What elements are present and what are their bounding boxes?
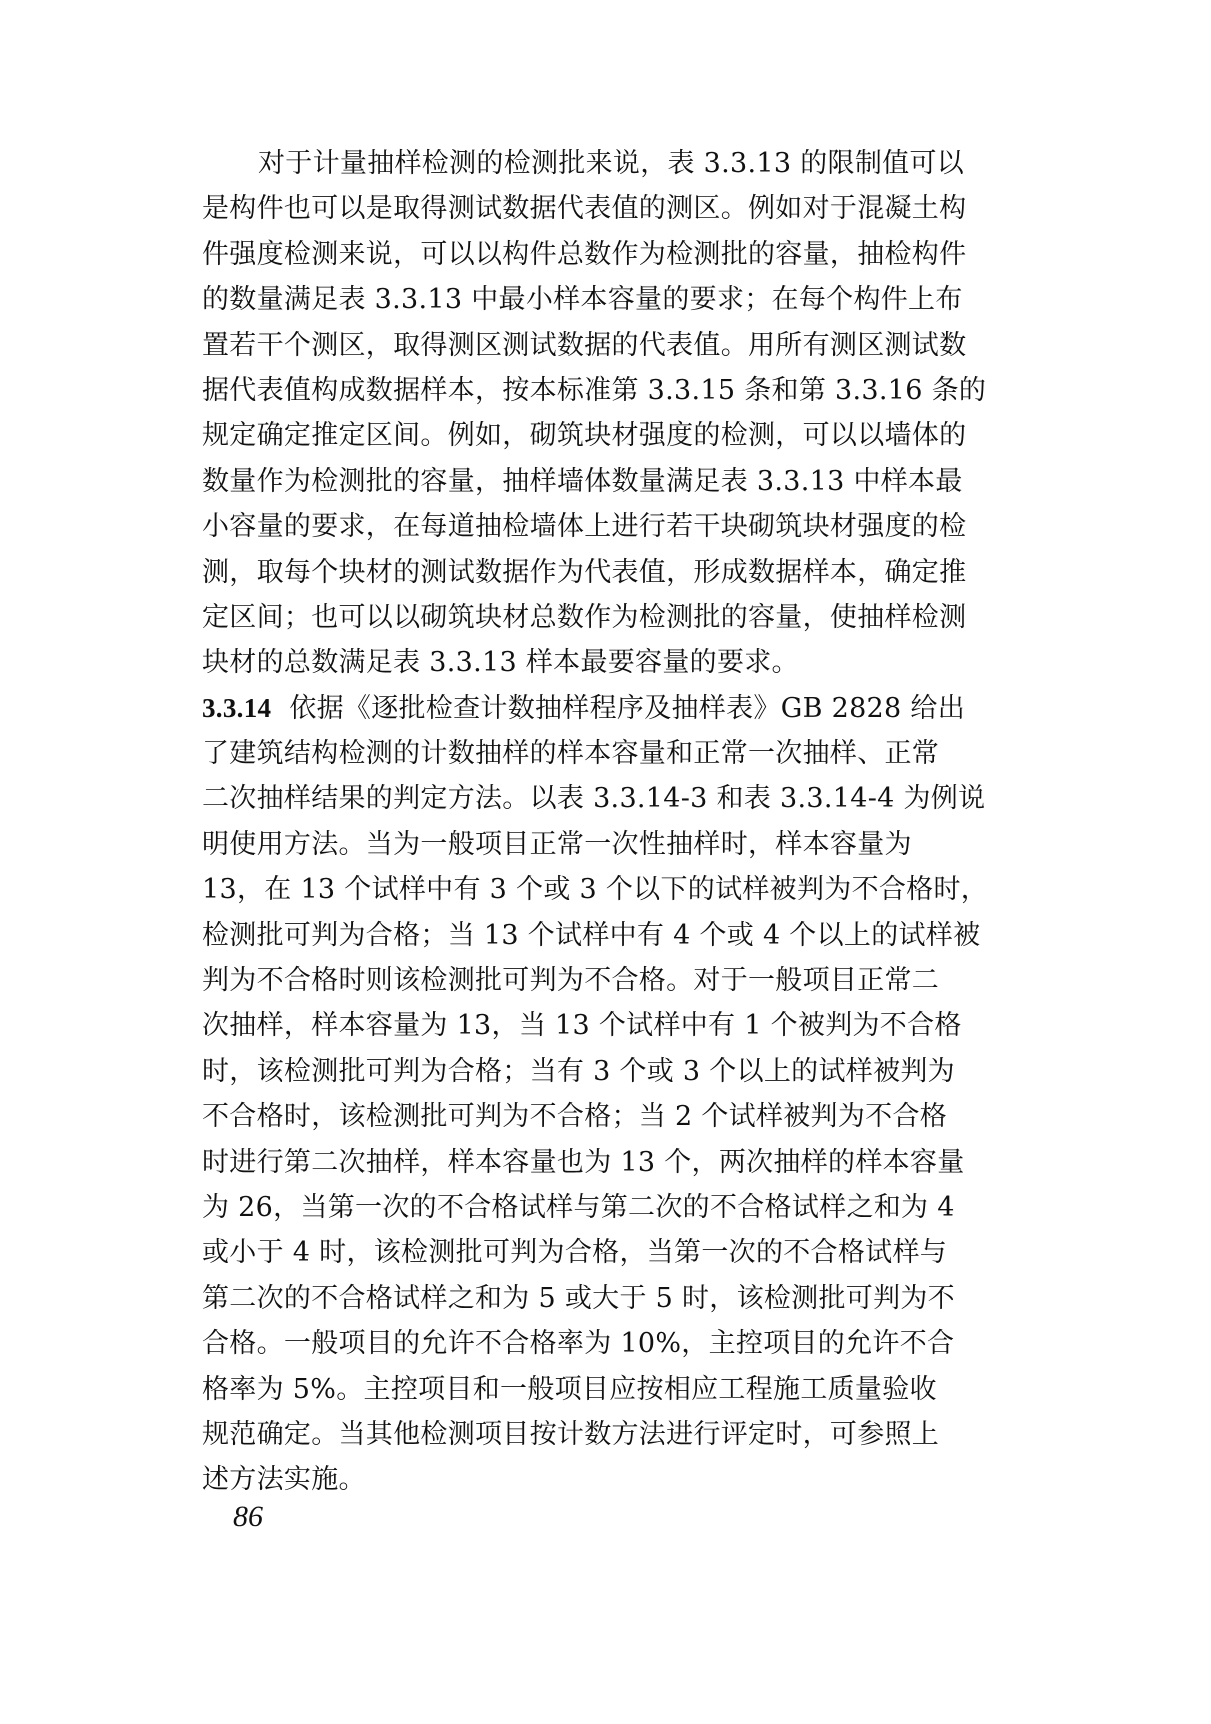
clause-first-line-text: 依据《逐批检查计数抽样程序及抽样表》GB 2828 给出 — [289, 692, 965, 724]
paragraph-2-line: 次抽样，样本容量为 13，当 13 个试样中有 1 个被判为不合格 — [202, 1010, 962, 1042]
paragraph-2-line: 为 26，当第一次的不合格试样与第二次的不合格试样之和为 4 — [202, 1191, 955, 1223]
paragraph-1-line: 规定确定推定区间。例如，砌筑块材强度的检测，可以以墙体的 — [202, 420, 967, 452]
clause-heading-line — [202, 686, 1042, 731]
body-text — [202, 141, 1042, 1503]
paragraph-2-line: 或小于 4 时，该检测批可判为合格，当第一次的不合格试样与 — [202, 1237, 948, 1269]
clause-number: 3.3.14 — [202, 692, 272, 723]
paragraph-2-line: 13，在 13 个试样中有 3 个或 3 个以下的试样被判为不合格时， — [202, 874, 989, 906]
paragraph-1-line: 测，取每个块材的测试数据作为代表值，形成数据样本，确定推 — [202, 556, 967, 588]
paragraph-1-line: 置若干个测区，取得测区测试数据的代表值。用所有测区测试数 — [202, 329, 967, 361]
paragraph-1-line: 的数量满足表 3.3.13 中最小样本容量的要求；在每个构件上布 — [202, 284, 963, 316]
paragraph-1-line: 小容量的要求，在每道抽检墙体上进行若干块砌筑块材强度的检 — [202, 511, 967, 543]
paragraph-2-line: 不合格时，该检测批可判为不合格；当 2 个试样被判为不合格 — [202, 1101, 948, 1133]
paragraph-2-line: 第二次的不合格试样之和为 5 或大于 5 时，该检测批可判为不 — [202, 1282, 955, 1314]
paragraph-2-line: 判为不合格时则该检测批可判为不合格。对于一般项目正常二 — [202, 965, 940, 997]
paragraph-1-line: 件强度检测来说，可以以构件总数作为检测批的容量，抽检构件 — [202, 238, 967, 270]
paragraph-1-line: 定区间；也可以以砌筑块材总数作为检测批的容量，使抽样检测 — [202, 601, 967, 633]
paragraph-2-line: 二次抽样结果的判定方法。以表 3.3.14-3 和表 3.3.14-4 为例说 — [202, 783, 986, 815]
paragraph-2-line: 检测批可判为合格；当 13 个试样中有 4 个或 4 个以上的试样被 — [202, 919, 981, 951]
paragraph-1-line: 是构件也可以是取得测试数据代表值的测区。例如对于混凝土构 — [202, 193, 967, 225]
paragraph-1-line: 据代表值构成数据样本，按本标准第 3.3.15 条和第 3.3.16 条的 — [202, 374, 987, 406]
paragraph-1-line: 块材的总数满足表 3.3.13 样本最要容量的要求。 — [202, 647, 799, 679]
paragraph-1-line: 对于计量抽样检测的检测批来说，表 3.3.13 的限制值可以 — [258, 148, 965, 179]
paragraph-2-line: 明使用方法。当为一般项目正常一次性抽样时，样本容量为 — [202, 828, 912, 860]
paragraph-2-line: 了建筑结构检测的计数抽样的样本容量和正常一次抽样、正常 — [202, 738, 940, 770]
page-number: 86 — [233, 1500, 263, 1533]
paragraph-2-line: 述方法实施。 — [202, 1464, 366, 1496]
paragraph-2-line: 时，该检测批可判为合格；当有 3 个或 3 个以上的试样被判为 — [202, 1055, 955, 1087]
paragraph-1-line: 数量作为检测批的容量，抽样墙体数量满足表 3.3.13 中样本最 — [202, 465, 963, 497]
paragraph-2-line: 规范确定。当其他检测项目按计数方法进行评定时，可参照上 — [202, 1418, 940, 1450]
paragraph-2-line: 合格。一般项目的允许不合格率为 10%，主控项目的允许不合 — [202, 1328, 955, 1360]
paragraph-2-line: 格率为 5%。主控项目和一般项目应按相应工程施工质量验收 — [202, 1373, 937, 1405]
paragraph-2-line: 时进行第二次抽样，样本容量也为 13 个，两次抽样的样本容量 — [202, 1146, 965, 1178]
